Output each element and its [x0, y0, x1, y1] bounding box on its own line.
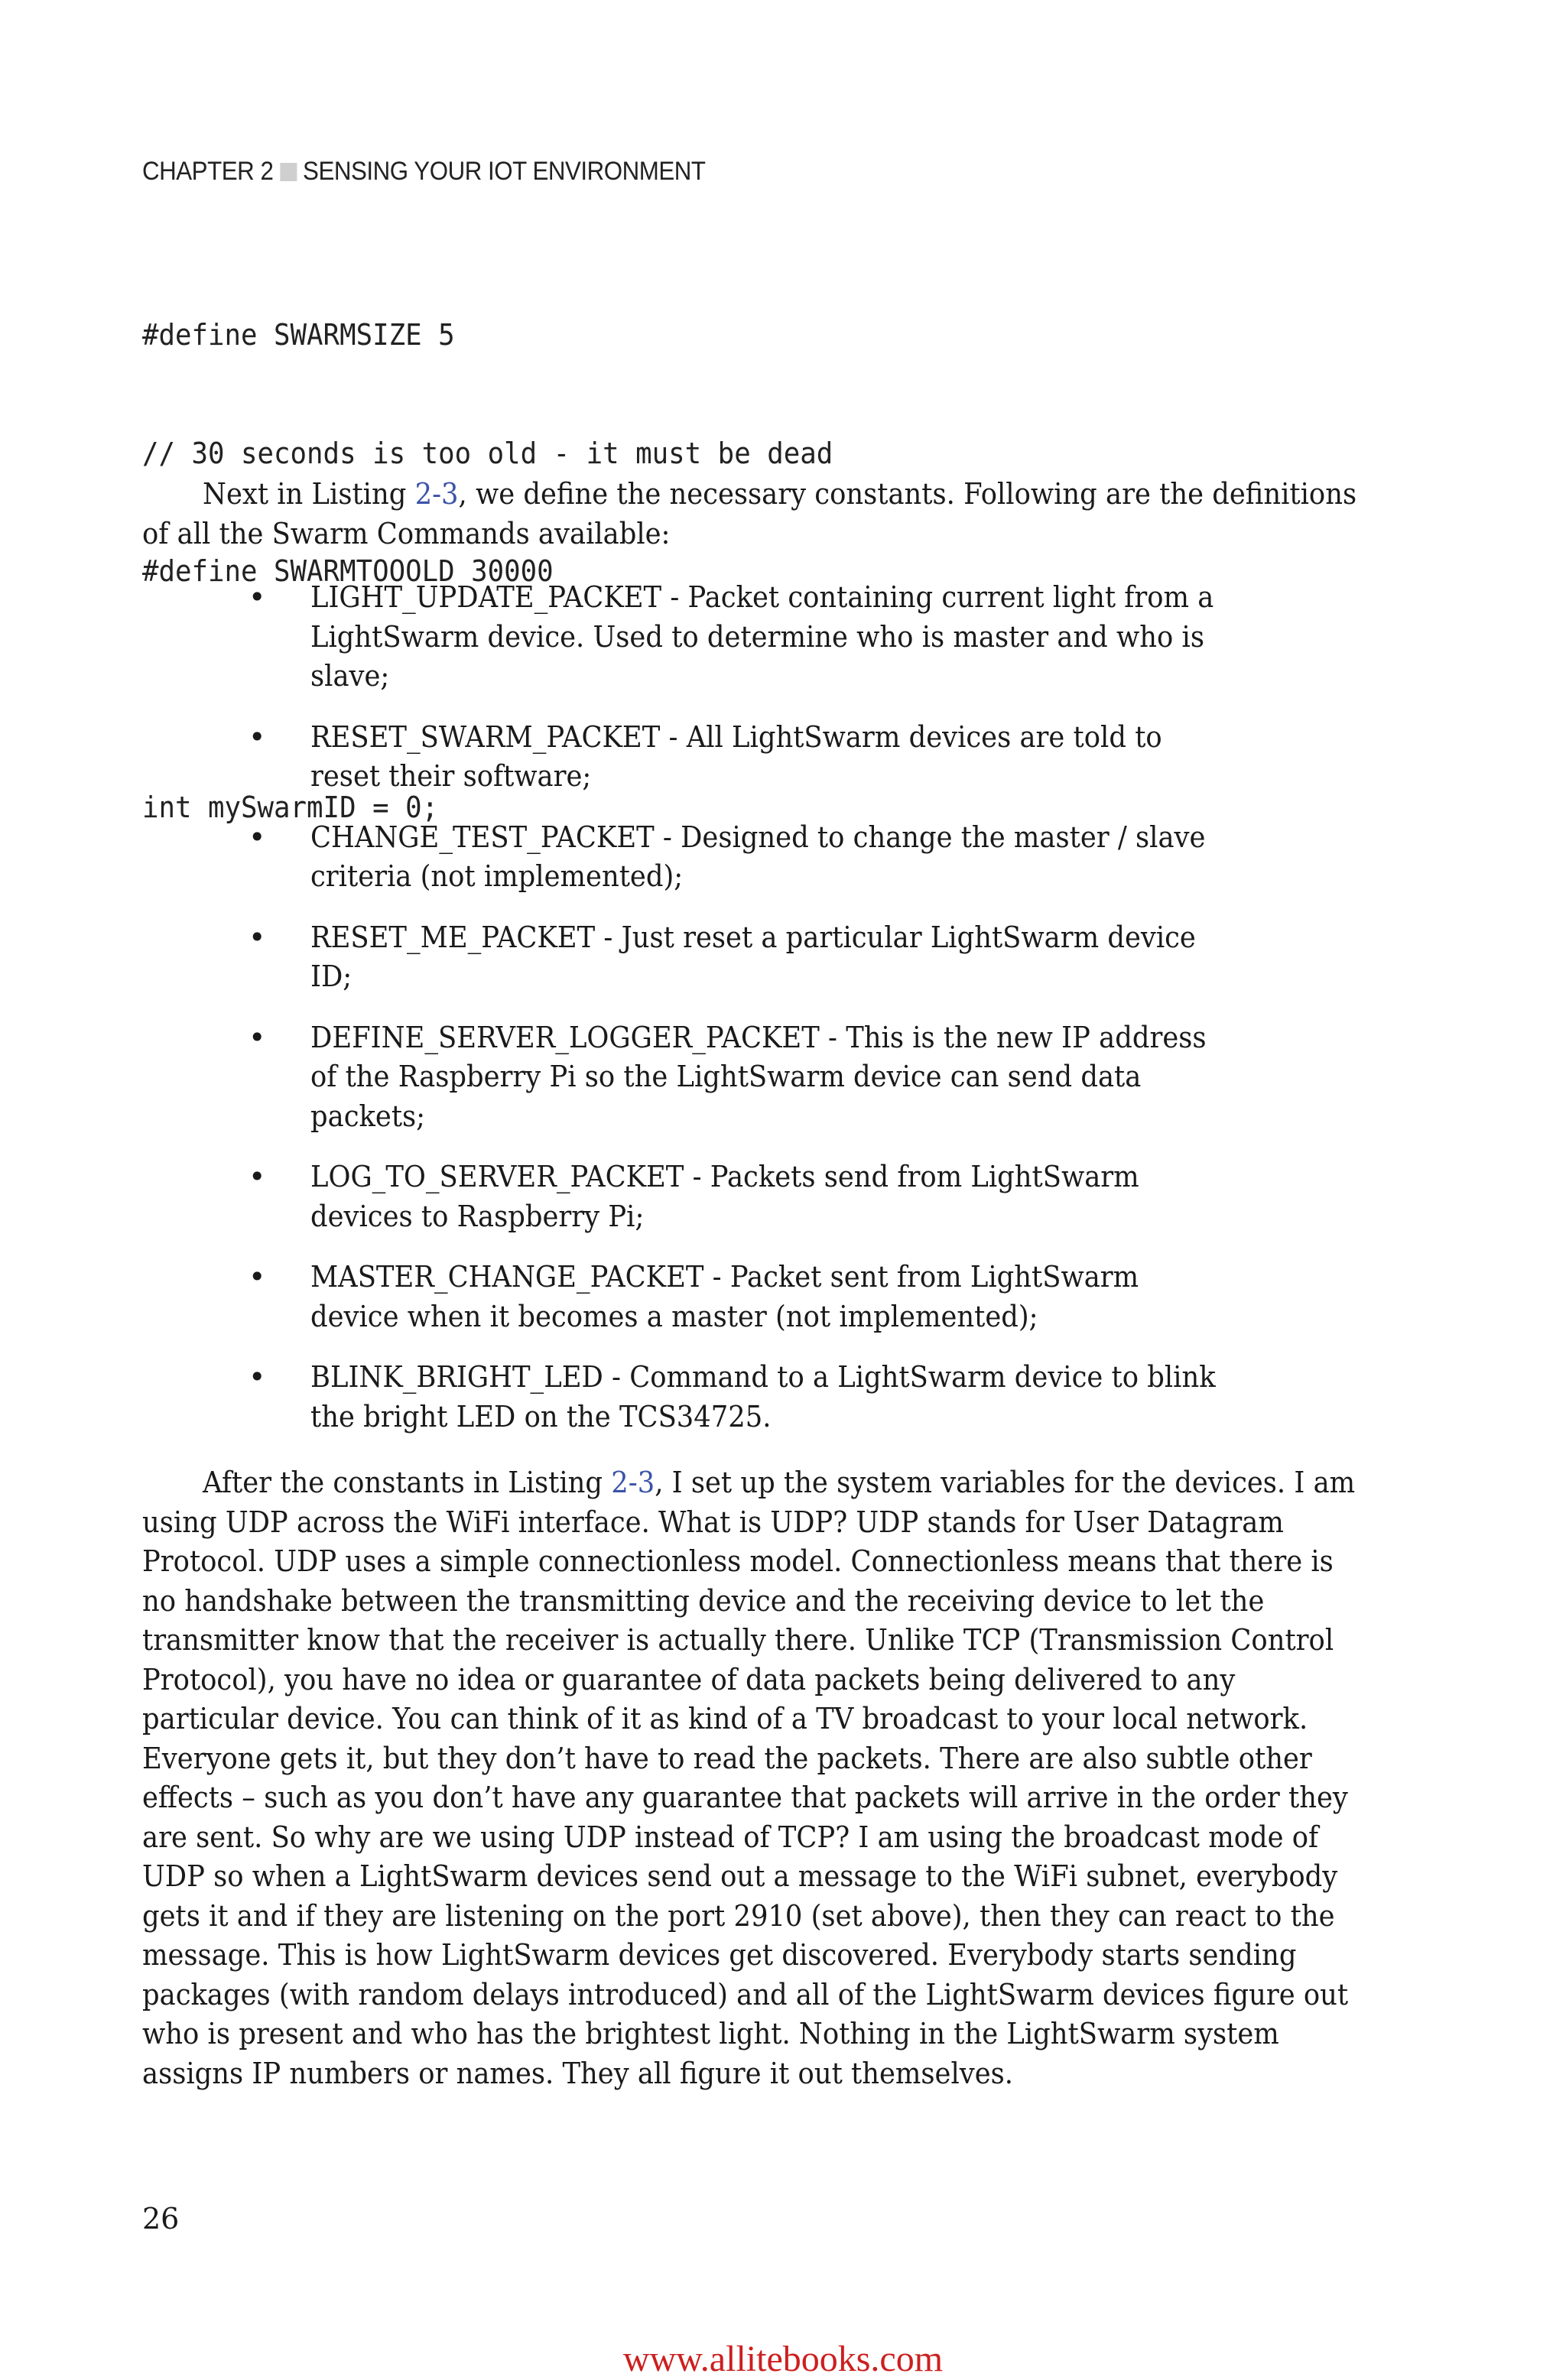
list-item: [142, 1258, 1366, 1336]
bullet-icon: •: [249, 580, 266, 614]
udp-text-start: After the constants in Listing: [203, 1466, 612, 1499]
code-line: #define SWARMTOOOLD 30000: [142, 554, 554, 588]
list-item: [142, 578, 1366, 696]
list-item-text: RESET_SWARM_PACKET - All LightSwarm devices are told to reset their software;: [310, 719, 1162, 793]
intro-text-start: Next in Listing: [203, 477, 415, 511]
list-item: [142, 1358, 1366, 1437]
running-header: [142, 157, 706, 187]
code-line: #define SWARMSIZE 5: [142, 318, 455, 352]
bullet-icon: •: [249, 1360, 266, 1394]
list-item: [142, 818, 1366, 897]
list-item-text: LOG_TO_SERVER_PACKET - Packets send from LightSwarm devices to Raspberry Pi;: [310, 1160, 1139, 1233]
intro-text-end: , we define the necessary constants. Following are the definitions of all the Swarm Commands available:: [142, 477, 1357, 550]
list-item-text: LIGHT_UPDATE_PACKET - Packet containing current light from a LightSwarm device. Used to determine who is master and who is slave;: [310, 580, 1214, 693]
list-item-text: DEFINE_SERVER_LOGGER_PACKET - This is the new IP address of the Raspberry Pi so the LightSwarm device can send data packets;: [310, 1020, 1207, 1133]
bullet-icon: •: [249, 719, 266, 754]
list-item-text: CHANGE_TEST_PACKET - Designed to change the master / slave criteria (not implemented);: [310, 820, 1206, 893]
listing-link[interactable]: 2-3: [414, 477, 459, 511]
bullet-icon: •: [249, 920, 266, 954]
list-item: [142, 1158, 1366, 1236]
bullet-icon: •: [249, 1020, 266, 1054]
swarm-commands-list: [142, 578, 1366, 1458]
listing-link[interactable]: 2-3: [611, 1466, 655, 1499]
list-item: [142, 1018, 1366, 1137]
chapter-label: CHAPTER 2: [142, 157, 274, 186]
list-item-text: MASTER_CHANGE_PACKET - Packet sent from LightSwarm device when it becomes a master (not implemented);: [310, 1260, 1139, 1333]
code-line: int mySwarmID = 0;: [142, 791, 439, 824]
udp-text-end: , I set up the system variables for the devices. I am using UDP across the WiFi interface. What is UDP? UDP stands for User Datagram Protocol. UDP uses a simple connectionless model. Connectionless means that there is no handshake between the transmitting device and the receiving device to let the transmitter know that the receiver is actually there. Unlike TCP (Transmission Control Protocol), you have no idea or guarantee of data packets being delivered to any particular device. You can think of it as kind of a TV broadcast to your local network. Everyone gets it, but they don’t have to read the packets. There are also subtle other effects – such as you don’t have any guarantee that packets will arrive in the order they are sent. So why are we using UDP instead of TCP? I am using the broadcast mode of UDP so when a LightSwarm devices send out a message to the WiFi subnet, everybody gets it and if they are listening on the port 2910 (set above), then they can react to the message. This is how LightSwarm devices get discovered. Everybody starts sending packages (with random delays introduced) and all of the LightSwarm devices figure out who is present and who has the brightest light. Nothing in the LightSwarm system assigns IP numbers or names. They all figure it out themselves.: [142, 1466, 1356, 2090]
code-line: // 30 seconds is too old - it must be dead: [142, 436, 833, 470]
chapter-title: SENSING YOUR IOT ENVIRONMENT: [303, 157, 706, 186]
header-separator-icon: [281, 163, 297, 181]
list-item-text: BLINK_BRIGHT_LED - Command to a LightSwarm device to blink the bright LED on the TCS34725.: [310, 1360, 1216, 1434]
udp-paragraph: [142, 1463, 1369, 2093]
list-item: [142, 718, 1366, 797]
list-item: [142, 918, 1366, 997]
page-number: 26: [142, 2202, 180, 2236]
bullet-icon: •: [249, 1160, 266, 1193]
bullet-icon: •: [249, 1260, 266, 1294]
list-item-text: RESET_ME_PACKET - Just reset a particular LightSwarm device ID;: [310, 920, 1196, 993]
footer-watermark-link[interactable]: www.allitebooks.com: [622, 2339, 944, 2379]
bullet-icon: •: [249, 820, 266, 854]
intro-paragraph: [142, 475, 1369, 554]
